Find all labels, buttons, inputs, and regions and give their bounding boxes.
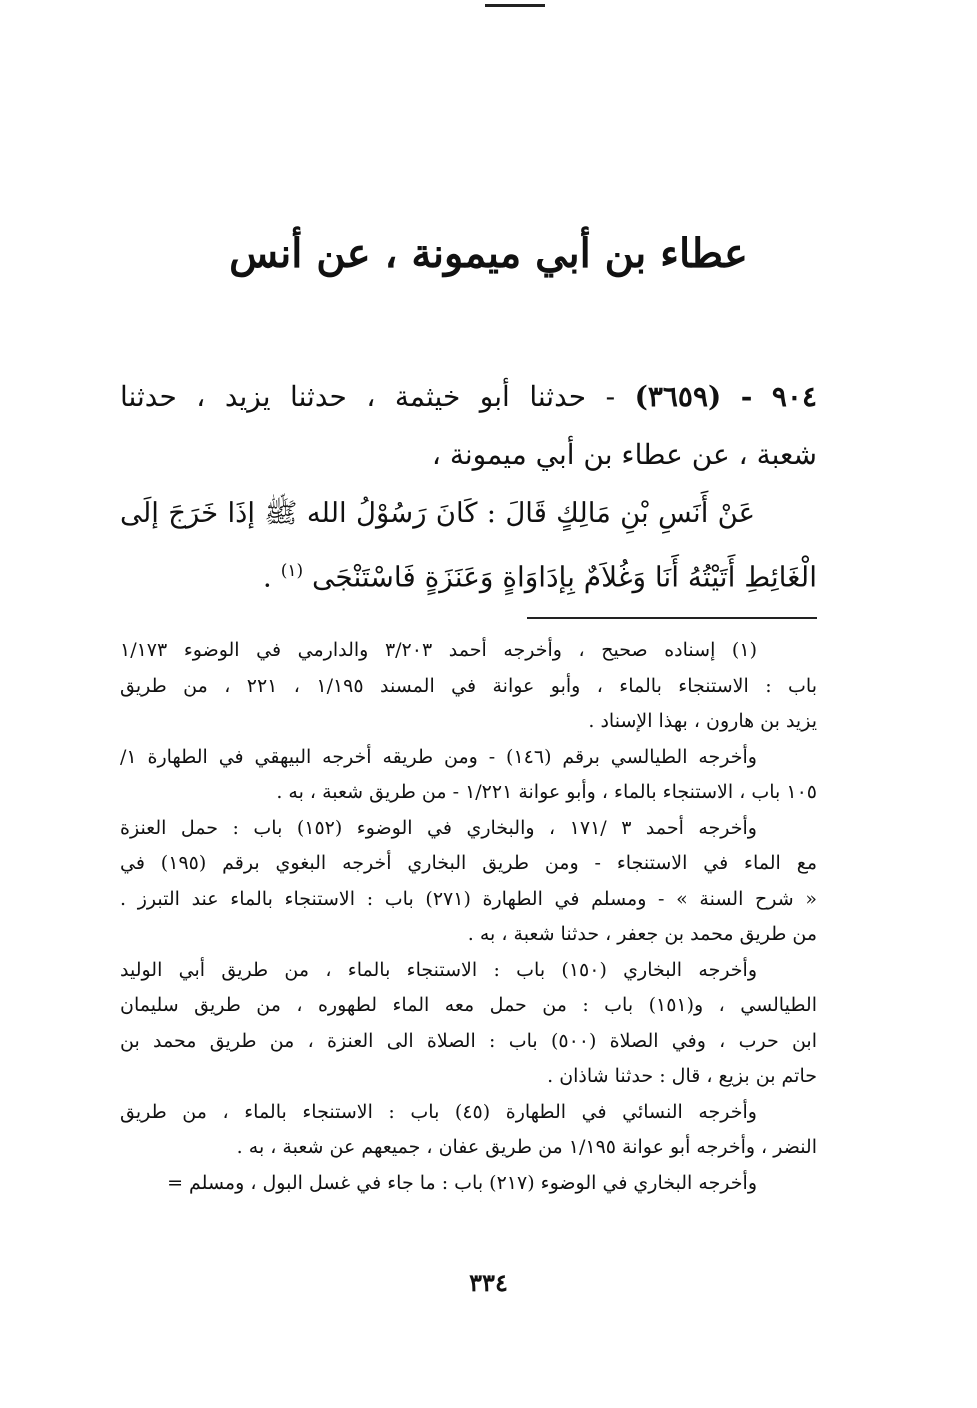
matn-line-2-text: الْغَائِطِ أَتَيْتُهُ أَنَا وَغُلاَمٌ بِإدَاوَاةٍ وَعَنَزَةٍ فَاسْتَنْجَى — [312, 560, 817, 594]
matn-end: . — [262, 560, 272, 594]
footnote-line: مع الماء في الاستنجاء - ومن طريق البخاري أخرجه البغوي برقم (١٩٥) في — [120, 852, 818, 874]
hadith-matn — [120, 484, 817, 606]
hadith-number: ٩٠٤ — [771, 380, 818, 413]
hadith-ref: (٣٦٥٩) — [634, 380, 722, 413]
isnad-line-2: شعبة ، عن عطاء بن أبي ميمونة ، — [431, 438, 817, 471]
isnad-line-1-text: - حدثنا أبو خيثمة ، حدثنا يزيد ، حدثنا — [120, 380, 616, 413]
footnote-line: باب : الاستنجاء بالماء ، وأبو عوانة في المسند ١/١٩٥ ، ٢٢١ ، من طريق — [120, 674, 817, 697]
footnote-line: « شرح السنة » - ومسلم في الطهارة (٢٧١) باب : الاستنجاء بالماء عند التبرز . — [120, 887, 817, 910]
footnote-line: يزيد بن هارون ، بهذا الإسناد . — [588, 710, 817, 732]
footnote-line: الطيالسي ، و(١٥١) باب : من حمل معه الماء لطهوره ، من طريق سليمان — [120, 994, 817, 1016]
footnote-line: وأخرجه الطيالسي برقم (١٤٦) - ومن طريقه أخرجه البيهقي في الطهارة ١/ — [120, 745, 757, 768]
footnote-line: (١) إسناده صحيح ، وأخرجه أحمد ٣/٢٠٣ والدارمي في الوضوء ١/١٧٣ — [120, 639, 757, 661]
footnote-paragraph — [120, 953, 817, 1095]
matn-line-1: عَنْ أَنَسِ بْنِ مَالِكٍ قَالَ : كَانَ رَسُوْلُ الله ﷺ إذَا خَرَجَ إلَى — [120, 497, 755, 529]
isnad-line-1: ٩٠٤ - (٣٦٥٩) - حدثنا أبو خيثمة ، حدثنا يزيد ، حدثنا — [120, 380, 818, 413]
footnote-line: وأخرجه البخاري (١٥٠) باب : الاستنجاء بالماء ، من طريق أبي الوليد — [120, 958, 757, 981]
footnote-line: وأخرجه النسائي في الطهارة (٤٥) باب : الاستنجاء بالماء ، من طريق — [120, 1100, 757, 1123]
footnote-line: ابن حرب ، وفي الصلاة (٥٠٠) باب : الصلاة الى العنزة ، من طريق محمد بن — [120, 1029, 817, 1052]
footnote-separator — [527, 617, 817, 619]
top-rule — [485, 4, 545, 7]
footnotes — [120, 633, 817, 1201]
footnote-line: حاتم بن بزيع ، قال : حدثنا شاذان . — [547, 1065, 817, 1087]
footnote-paragraph — [120, 740, 817, 811]
footnote-paragraph — [120, 811, 817, 953]
page-number: ٣٣٤ — [469, 1268, 508, 1297]
footnote-line: وأخرجه البخاري في الوضوء (٢١٧) باب : ما جاء في غسل البول ، ومسلم = — [167, 1171, 757, 1194]
footnote-paragraph — [120, 633, 817, 740]
chapter-title: عطاء بن أبي ميمونة ، عن أنس — [229, 230, 748, 277]
footnote-paragraph — [120, 1166, 817, 1202]
footnote-paragraph — [120, 1095, 817, 1166]
footnote-marker: (١) — [280, 561, 304, 581]
matn-line-2 — [120, 542, 817, 606]
hadith-isnad — [120, 368, 817, 484]
footnote-line: من طريق محمد بن جعفر ، حدثنا شعبة ، به . — [467, 923, 817, 945]
footnote-line: ١٠٥ باب ، الاستنجاء بالماء ، وأبو عوانة ١/٢٢١ - من طريق شعبة ، به . — [276, 781, 817, 803]
footnote-line: وأخرجه أحمد ٣ /١٧١ ، والبخاري في الوضوء (١٥٢) باب : حمل العنزة — [120, 816, 757, 839]
footnote-line: النضر ، وأخرجه أبو عوانة ١/١٩٥ من طريق عفان ، جميعهم عن شعبة ، به . — [236, 1136, 817, 1158]
